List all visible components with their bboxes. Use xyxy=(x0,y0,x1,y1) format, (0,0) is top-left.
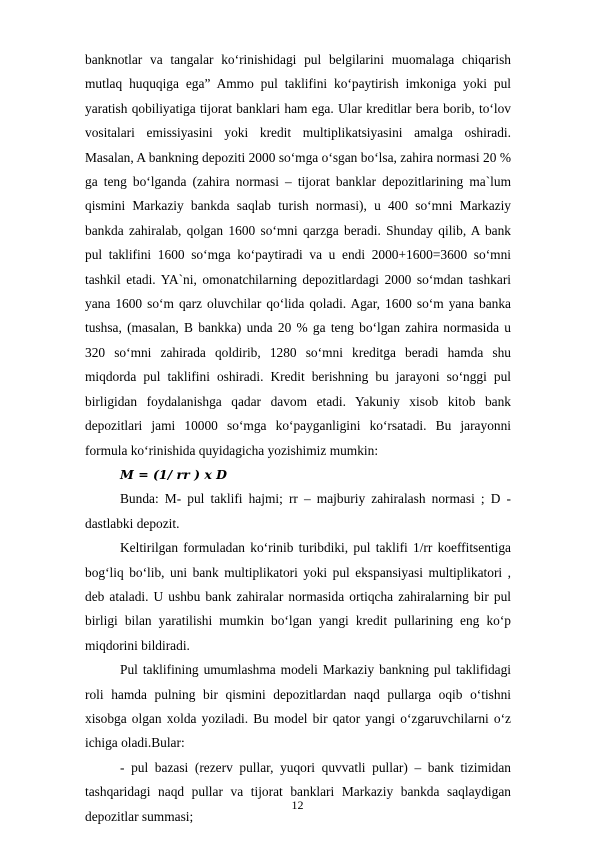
document-page xyxy=(85,48,511,829)
paragraph-generalized-model: Pul taklifining umumlashma modeli Markaziy bankning pul taklifidagi roli hamda pulning bir qismini depozitlardan naqd pullarga oqib o‘tishni xisobga olgan xolda yoziladi. Bu model bir qator yangi o‘zgaruvchilarni o‘z ichiga oladi.Bular: xyxy=(85,662,511,751)
page-number: 12 xyxy=(291,798,304,812)
paragraph-formula-legend: Bunda: M- pul taklifi hajmi; rr – majburiy zahiralash normasi ; D - dastlabki depozit. xyxy=(85,491,511,531)
paragraph-monetary-base: - pul bazasi (rezerv pullar, yuqori quvvatli pullar) – bank tizimidan tashqaridagi naqd pullar va tijorat banklari Markaziy bankda saqlaydigan depozitlar summasi; xyxy=(85,759,511,824)
paragraph-bank-multiplier: Keltirilgan formuladan ko‘rinib turibdiki, pul taklifi 1/rr koeffitsentiga bog‘liq bo‘lib, uni bank multiplikatori yoki pul ekspansiyasi multiplikatori , deb ataladi. U ushbu bank zahiralar normasida ortiqcha zahiralarning bir pul birligi bilan yaratilishi mumkin bo‘lgan yangi kredit pullarining eng ko‘p miqdorini bildiradi. xyxy=(85,540,511,653)
money-supply-formula: M = (1/ rr ) x D xyxy=(120,466,227,482)
paragraph-money-multiplication: banknotlar va tangalar ko‘rinishidagi pul belgilarini muomalaga chiqarish mutlaq huquqiga ega” Ammo pul taklifini ko‘paytirish imkoniga yoki pul yaratish qobiliyatiga tijorat banklari ham ega. Ular kreditlar bera borib, to‘lov vositalari emissiyasini yoki kredit multiplikatsiyasini amalga oshiradi. Masalan, A bankning depoziti 2000 so‘mga o‘sgan bo‘lsa, zahira normasi 20 % ga teng bo‘lganda (zahira normasi – tijorat banklar depozitlarining ma`lum qismini Markaziy bankda saqlab turish normasi), u 400 so‘mni Markaziy bankda zahiralab, qolgan 1600 so‘mni qarzga beradi. Shunday qilib, A bank pul taklifini 1600 so‘mga ko‘paytiradi va u endi 2000+1600=3600 so‘mni tashkil etadi. YA`ni, omonatchilarning depozitlardagi 2000 so‘mdan tashkari yana 1600 so‘m qarz oluvchilar qo‘lida qoladi. Agar, 1600 so‘m yana banka tushsa, (masalan, B bankka) unda 20 % ga teng bo‘lgan zahira normasida u 320 so‘mni zahirada qoldirib, 1280 so‘mni kreditga beradi hamda shu miqdorda pul taklifini oshiradi. Kredit berishning bu jarayoni so‘nggi pul birligidan foydalanishga qadar davom etadi. Yakuniy xisob kitob bank depozitlari jami 10000 so‘mga ko‘payganligini ko‘rsatadi. Bu jarayonni formula ko‘rinishida quyidagicha yozishimiz mumkin: xyxy=(85,52,511,458)
